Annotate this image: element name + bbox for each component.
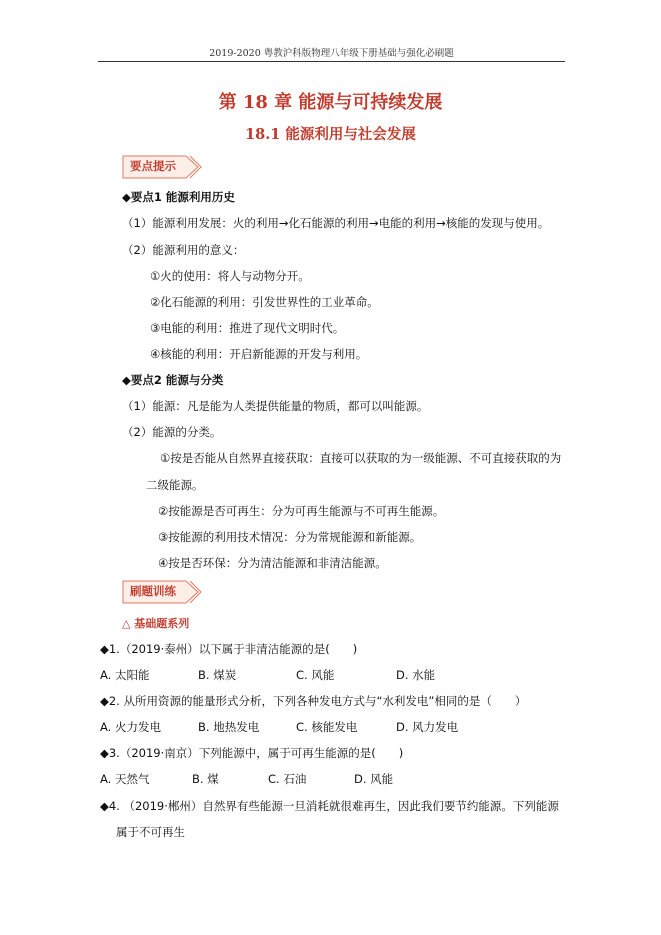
point2-item: 二级能源。: [146, 478, 204, 492]
option-d: D. 风力发电: [396, 720, 459, 734]
option-a: A. 火力发电: [100, 720, 161, 734]
point1-heading: ◆要点1 能源利用历史: [122, 190, 235, 204]
section-title: 18.1 能源利用与社会发展: [245, 126, 416, 143]
option-a: A. 天然气: [100, 772, 150, 786]
question-stem: ◆3.（2019·南京）下列能源中，属于可再生能源的是( ): [100, 746, 404, 760]
point2-item: ③按能源的利用技术情况：分为常规能源和新能源。: [158, 530, 422, 544]
point1-item: ④核能的利用：开启新能源的开发与利用。: [150, 347, 368, 361]
option-c: C. 风能: [296, 668, 335, 682]
option-d: D. 风能: [354, 772, 394, 786]
option-b: B. 地热发电: [198, 720, 260, 734]
practice-label: 刷题训练: [130, 584, 176, 598]
point1-item: ②化石能源的利用：引发世界性的工业革命。: [150, 295, 379, 309]
practice-tag: [122, 580, 202, 602]
header-rule: [98, 61, 565, 62]
option-a: A. 太阳能: [100, 668, 150, 682]
question-stem-continued: 属于不可再生: [116, 825, 185, 839]
option-b: B. 煤: [192, 772, 219, 786]
point2-item: （1）能源：凡是能为人类提供能量的物质，都可以叫能源。: [122, 399, 429, 413]
series-label: △ 基础题系列: [122, 617, 190, 630]
point1-item: ③电能的利用：推进了现代文明时代。: [150, 321, 345, 335]
question-stem: ◆4. （2019·郴州）自然界有些能源一旦消耗就很难再生，因此我们要节约能源。下列能源: [100, 799, 559, 813]
option-b: B. 煤炭: [198, 668, 237, 682]
point2-heading: ◆要点2 能源与分类: [122, 373, 224, 387]
question-stem: ◆2. 从所用资源的能量形式分析，下列各种发电方式与“水利发电”相同的是（ ）: [100, 694, 527, 708]
point1-item: （2）能源利用的意义：: [122, 243, 245, 257]
question-stem: ◆1.（2019·泰州）以下属于非清洁能源的是( ): [100, 642, 358, 656]
page-header: 2019-2020 粤教沪科版物理八年级下册基础与强化必刷题: [209, 48, 454, 59]
point1-item: ①火的使用：将人与动物分开。: [150, 269, 310, 283]
point1-item: （1）能源利用发展：火的利用→化石能源的利用→电能的利用→核能的发现与使用。: [122, 216, 550, 230]
option-c: C. 石油: [268, 772, 307, 786]
point2-item: ④按是否环保：分为清洁能源和非清洁能源。: [158, 556, 387, 570]
point2-item: （2）能源的分类。: [122, 425, 222, 439]
key-points-label: 要点提示: [130, 159, 176, 173]
chapter-title: 第 18 章 能源与可持续发展: [218, 92, 443, 113]
key-points-tag: [122, 155, 202, 177]
option-d: D. 水能: [396, 668, 436, 682]
point2-item: ①按是否能从自然界直接获取：直接可以获取的为一级能源、不可直接获取的为: [160, 451, 562, 465]
point2-item: ②按能源是否可再生：分为可再生能源与不可再生能源。: [158, 504, 445, 518]
option-c: C. 核能发电: [296, 720, 358, 734]
